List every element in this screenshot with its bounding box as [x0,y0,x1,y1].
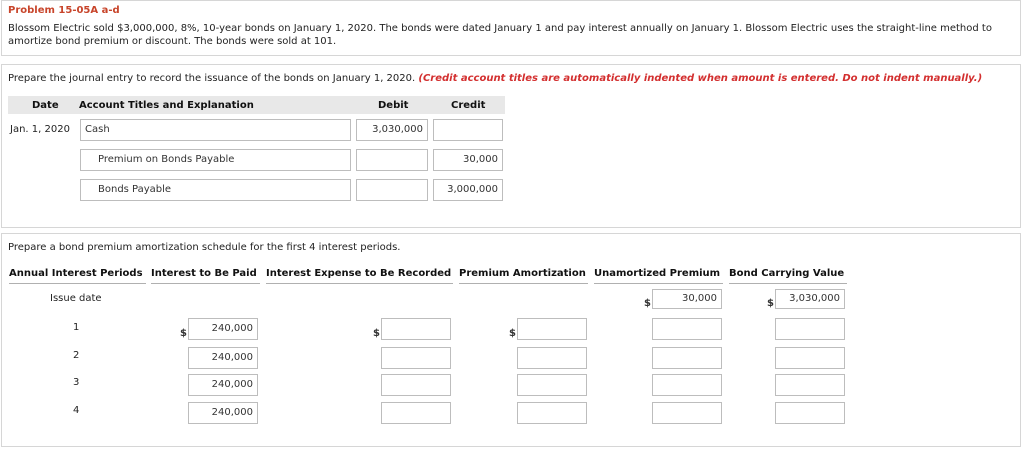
currency-symbol: $ [180,328,187,339]
currency-symbol: $ [644,298,651,309]
amortization-input-2[interactable] [517,347,587,369]
unamortized-input-3[interactable] [652,374,722,396]
amortization-input-4[interactable] [517,402,587,424]
unamortized-input-4[interactable] [652,402,722,424]
interest-expense-input-2[interactable] [381,347,451,369]
debit-input-3[interactable] [356,179,428,201]
amortization-schedule-panel [1,233,1021,447]
account-input-3[interactable]: Bonds Payable [80,179,351,201]
carrying-input-1[interactable] [775,318,845,340]
header-credit: Credit [451,100,486,111]
issue-date-label: Issue date [50,293,102,304]
header-underline-carrying [729,283,847,284]
debit-input-2[interactable] [356,149,428,171]
currency-symbol: $ [373,328,380,339]
interest-expense-input-4[interactable] [381,402,451,424]
header-carrying: Bond Carrying Value [729,268,845,279]
journal-note: (Credit account titles are automatically indented when amount is entered. Do not indent manually.) [418,73,983,84]
header-debit: Debit [378,100,409,111]
problem-text-line2: amortize bond premium or discount. The bonds were sold at 101. [8,36,337,47]
interest-expense-input-3[interactable] [381,374,451,396]
credit-input-3[interactable]: 3,000,000 [433,179,503,201]
header-amortization: Premium Amortization [459,268,586,279]
schedule-instruction: Prepare a bond premium amortization schedule for the first 4 interest periods. [8,242,401,253]
journal-date: Jan. 1, 2020 [10,124,70,135]
account-input-2[interactable]: Premium on Bonds Payable [80,149,351,171]
header-unamortized: Unamortized Premium [594,268,721,279]
issue-unamortized-input[interactable]: 30,000 [652,289,722,309]
problem-title: Problem 15-05A a-d [8,5,120,16]
interest-expense-input-1[interactable] [381,318,451,340]
header-period: Annual Interest Periods [9,268,143,279]
journal-instruction [8,73,982,84]
header-underline-unamortized [594,283,723,284]
amortization-input-1[interactable] [517,318,587,340]
journal-instruction-text: Prepare the journal entry to record the issuance of the bonds on January 1, 2020. [8,73,416,84]
currency-symbol: $ [509,328,516,339]
header-interest-expense: Interest Expense to Be Recorded [266,268,452,279]
unamortized-input-2[interactable] [652,347,722,369]
header-date: Date [32,100,59,111]
period-label-2: 2 [73,350,80,361]
interest-paid-input-1[interactable]: 240,000 [188,318,258,340]
interest-paid-input-2[interactable]: 240,000 [188,347,258,369]
interest-paid-input-3[interactable]: 240,000 [188,374,258,396]
amortization-input-3[interactable] [517,374,587,396]
unamortized-input-1[interactable] [652,318,722,340]
credit-input-1[interactable] [433,119,503,141]
header-interest-paid: Interest to Be Paid [151,268,257,279]
header-account: Account Titles and Explanation [79,100,254,111]
carrying-input-2[interactable] [775,347,845,369]
header-underline-interest-paid [151,283,260,284]
period-label-4: 4 [73,405,80,416]
issue-carrying-input[interactable]: 3,030,000 [775,289,845,309]
header-underline-amortization [459,283,588,284]
header-underline-interest-expense [266,283,453,284]
problem-text-line1: Blossom Electric sold $3,000,000, 8%, 10-year bonds on January 1, 2020. The bonds were dated January 1 and pay interest annually on January 1. Blossom Electric uses the straight-line method to [8,23,992,34]
problem-panel [1,0,1021,56]
period-label-3: 3 [73,377,80,388]
carrying-input-3[interactable] [775,374,845,396]
period-label-1: 1 [73,322,80,333]
account-input-1[interactable]: Cash [80,119,351,141]
debit-input-1[interactable]: 3,030,000 [356,119,428,141]
journal-entry-panel [1,64,1021,228]
credit-input-2[interactable]: 30,000 [433,149,503,171]
currency-symbol: $ [767,298,774,309]
carrying-input-4[interactable] [775,402,845,424]
interest-paid-input-4[interactable]: 240,000 [188,402,258,424]
header-underline-period [9,283,146,284]
